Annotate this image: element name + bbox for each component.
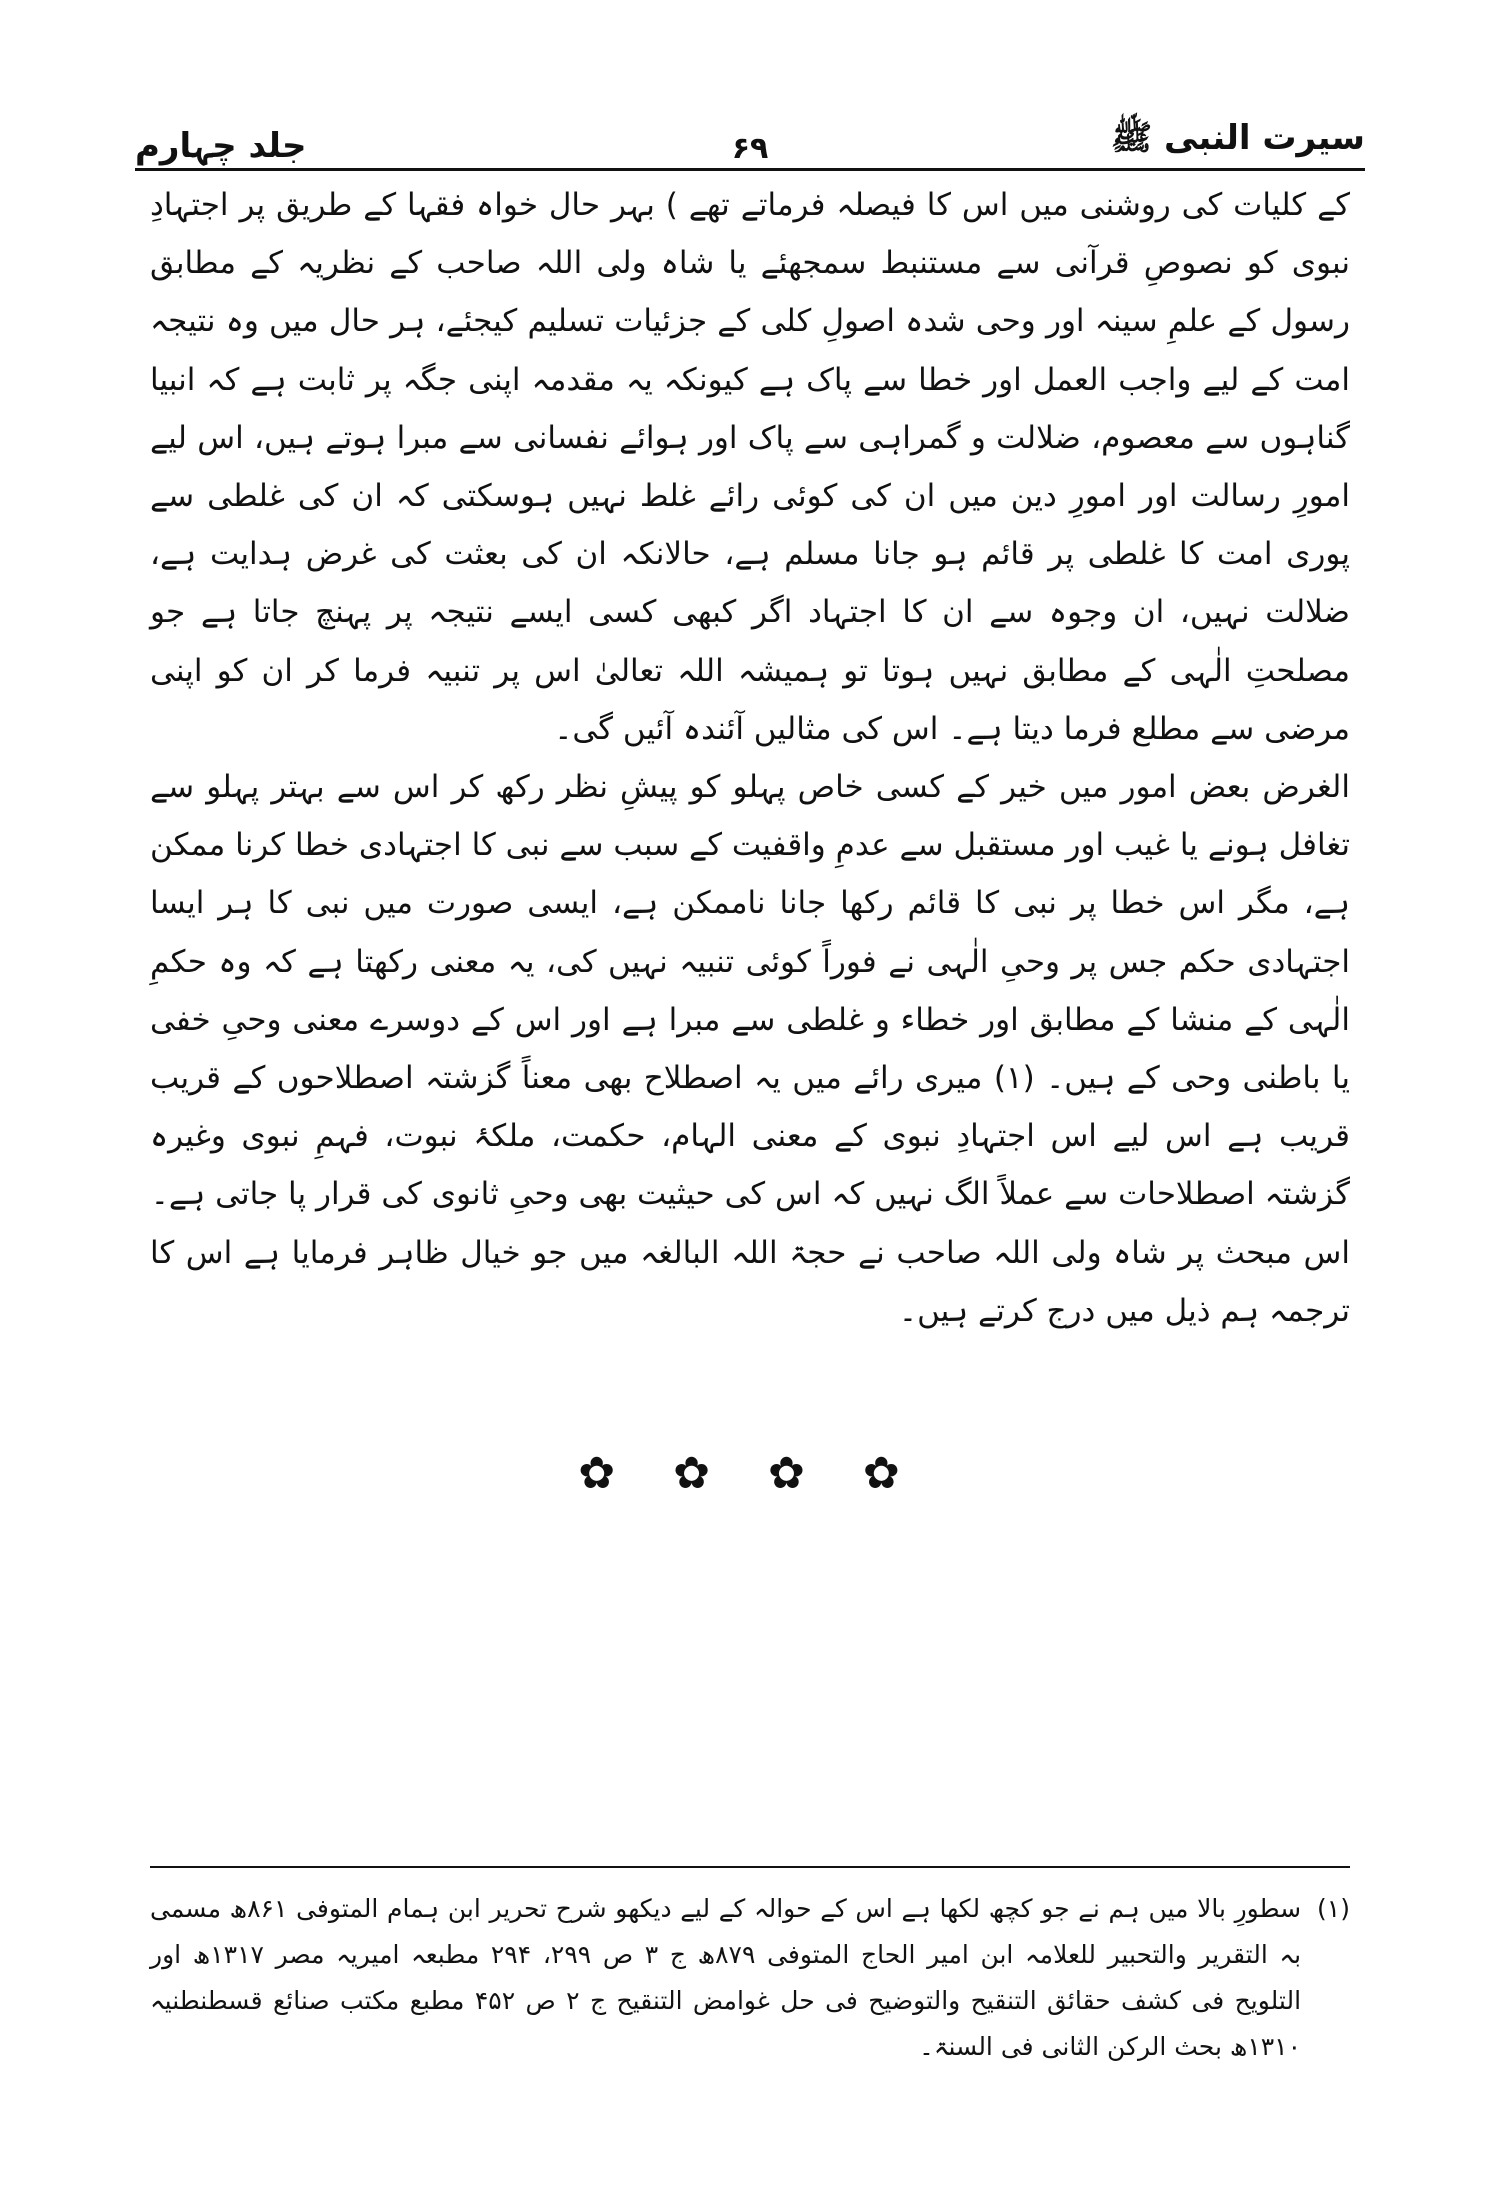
paragraph-3: اس مبحث پر شاہ ولی اللہ صاحب نے حجۃ اللہ البالغہ میں جو خیال ظاہر فرمایا ہے اس کا ترجمہ ہم ذیل میں درج کرتے ہیں۔ (150, 1234, 1350, 1329)
paragraph-1: کے کلیات کی روشنی میں اس کا فیصلہ فرماتے تھے ) بہر حال خواہ فقہا کے طریق پر اجتہادِ نبوی کو نصوصِ قرآنی سے مستنبط سمجھئے یا شاہ ولی اللہ صاحب کے نظریہ کے مطابق رسول کے علمِ سینہ اور وحی شدہ اصولِ کلی کے جزئیات تسلیم کیجئے، ہر حال میں وہ نتیجہ امت کے لیے واجب العمل اور خطا سے پاک ہے کیونکہ یہ مقدمہ اپنی جگہ پر ثابت ہے کہ انبیا گناہوں سے معصوم، ضلالت و گمراہی سے پاک اور ہوائے نفسانی سے مبرا ہوتے ہیں، اس لیے امورِ رسالت اور امورِ دین میں ان کی کوئی رائے غلط نہیں ہوسکتی کہ ان کی غلطی سے پوری امت کا غلطی پر قائم ہو جانا مسلم ہے، حالانکہ ان کی بعثت کی غرض ہدایت ہے، ضلالت نہیں، ان وجوہ سے ان کا اجتہاد اگر کبھی کسی ایسے نتیجہ پر پہنچ جاتا ہے جو مصلحتِ الٰہی کے مطابق نہیں ہوتا تو ہمیشہ اللہ تعالیٰ اس پر تنبیہ فرما کر ان کو اپنی مرضی سے مطلع فرما دیتا ہے۔ اس کی مثالیں آئندہ آئیں گی۔ (150, 187, 1350, 747)
flower-ornament: ✿ ✿ ✿ ✿ (578, 1448, 922, 1499)
footnote (150, 1886, 1350, 2070)
book-title: سیرت النبی ﷺ (1111, 118, 1365, 158)
header-rule (135, 168, 1365, 171)
footnote-rule (150, 1866, 1350, 1868)
volume-label: جلد چہارم (135, 126, 307, 166)
paragraph-2: الغرض بعض امور میں خیر کے کسی خاص پہلو کو پیشِ نظر رکھ کر اس سے بہتر پہلو سے تغافل ہونے یا غیب اور مستقبل سے عدمِ واقفیت کے سبب سے نبی کا اجتہادی خطا کرنا ممکن ہے، مگر اس خطا پر نبی کا قائم رکھا جانا ناممکن ہے، ایسی صورت میں نبی کا ہر ایسا اجتہادی حکم جس پر وحیِ الٰہی نے فوراً کوئی تنبیہ نہیں کی، یہ معنی رکھتا ہے کہ وہ حکمِ الٰہی کے منشا کے مطابق اور خطاء و غلطی سے مبرا ہے اور اس کے دوسرے معنی وحیِ خفی یا باطنی وحی کے ہیں۔ (۱) میری رائے میں یہ اصطلاح بھی معناً گزشتہ اصطلاحوں کے قریب قریب ہے اس لیے اس اجتہادِ نبوی کے معنی الہام، حکمت، ملکۂ نبوت، فہمِ نبوی وغیرہ گزشتہ اصطلاحات سے عملاً الگ نہیں کہ اس کی حیثیت بھی وحیِ ثانوی کی قرار پا جاتی ہے۔ (150, 769, 1350, 1213)
page-number: ۶۹ (731, 131, 769, 166)
footnote-text: سطورِ بالا میں ہم نے جو کچھ لکھا ہے اس کے حوالہ کے لیے دیکھو شرح تحریر ابن ہمام المتوفی ۸۶۱ھ مسمی بہ التقریر والتحبیر للعلامہ ابن امیر الحاج المتوفی ۸۷۹ھ ج ۳ ص ۲۹۹، ۲۹۴ مطبعہ امیریہ مصر ۱۳۱۷ھ اور التلویح فی کشف حقائق التنقیح والتوضیح فی حل غوامض التنقیح ج ۲ ص ۴۵۲ مطبع مکتب صنائع قسطنطنیہ ۱۳۱۰ھ بحث الرکن الثانی فی السنۃ۔ (150, 1894, 1302, 2061)
body-text (150, 176, 1350, 1340)
footnote-number: (۱) (1317, 1894, 1350, 1923)
page-header (135, 108, 1365, 166)
